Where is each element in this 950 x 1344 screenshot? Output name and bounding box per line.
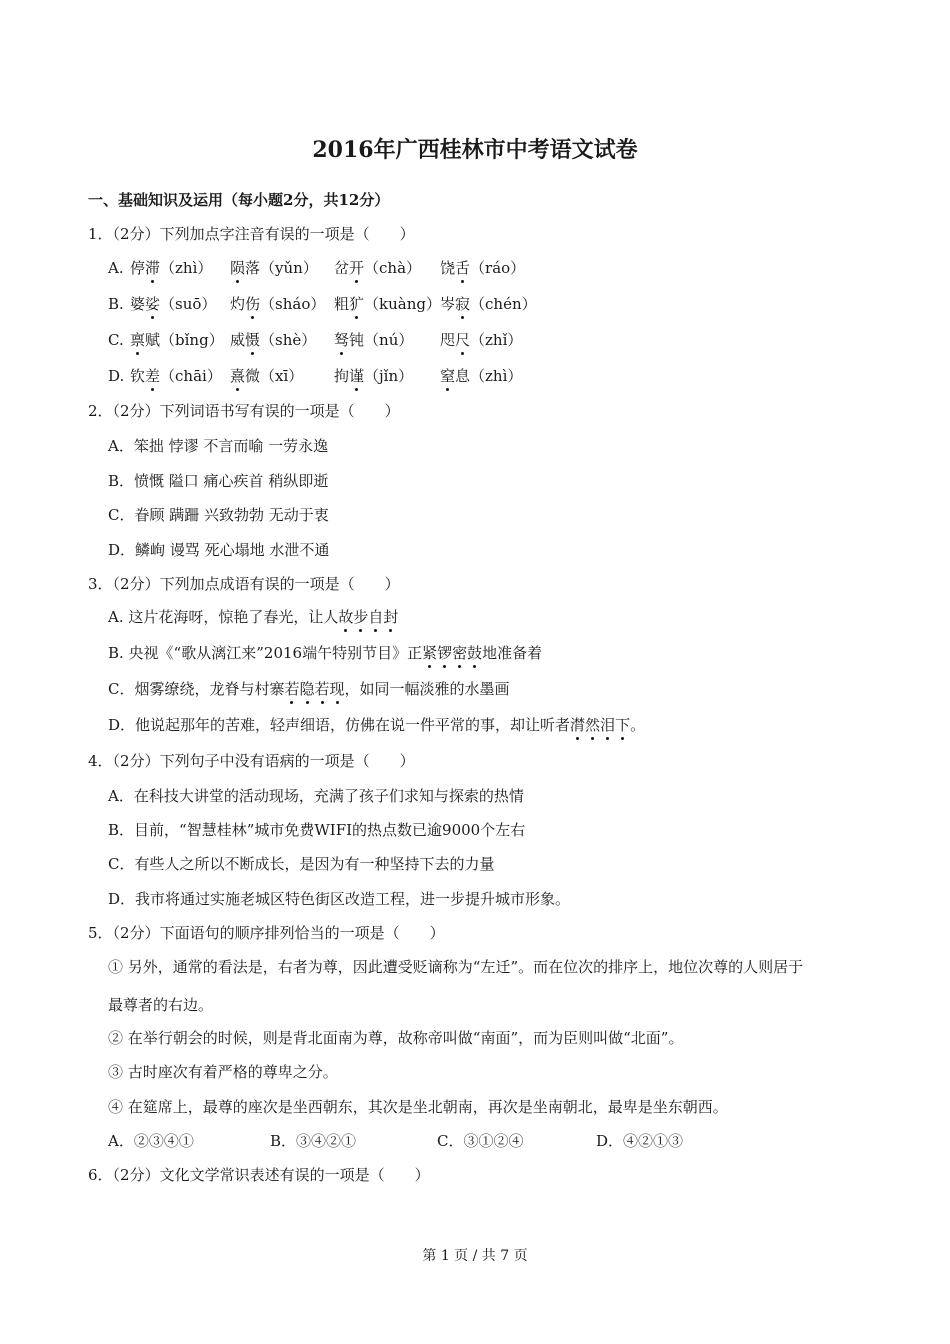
character: 落 bbox=[245, 259, 261, 277]
dotted-character: 慑 bbox=[245, 331, 261, 349]
character: 赋 bbox=[145, 331, 161, 349]
character: 钝 bbox=[349, 331, 365, 349]
dotted-character: 滞 bbox=[145, 259, 161, 277]
dotted-character: 下 bbox=[615, 716, 631, 734]
pinyin-word bbox=[130, 294, 216, 314]
question-5-sentence-1-cont: 最尊者的右边。 bbox=[108, 996, 214, 1014]
pinyin: （nú） bbox=[364, 331, 414, 349]
pinyin-word bbox=[230, 294, 325, 314]
pinyin-word bbox=[440, 258, 525, 278]
page-footer: 第 1 页 / 共 7 页 bbox=[422, 1248, 528, 1264]
pinyin: （chén） bbox=[470, 295, 537, 313]
character: 粗 bbox=[334, 295, 350, 313]
pinyin-word bbox=[440, 330, 522, 350]
option-text: C．烟雾缭绕，龙脊与村寨 bbox=[108, 680, 285, 698]
pinyin-word bbox=[230, 366, 303, 386]
dotted-character: 故 bbox=[338, 608, 354, 626]
question-3-option-d bbox=[108, 715, 645, 735]
question-5-option-c: C．③①②④ bbox=[437, 1132, 524, 1150]
dotted-character: 差 bbox=[145, 367, 161, 385]
character: 咫 bbox=[440, 331, 456, 349]
character: 停 bbox=[130, 259, 146, 277]
dotted-character: 舌 bbox=[455, 259, 471, 277]
dotted-character: 娑 bbox=[145, 295, 161, 313]
dotted-character: 自 bbox=[368, 608, 384, 626]
question-2-option-a: A．笨拙 悖谬 不言而喻 一劳永逸 bbox=[108, 437, 329, 455]
question-5-option-a: A．②③④① bbox=[108, 1132, 194, 1150]
question-5-sentence-3: ③ 古时座次有着严格的尊卑之分。 bbox=[108, 1063, 338, 1081]
option-text: D．他说起那年的苦难，轻声细语，仿佛在说一件平常的事，却让听者 bbox=[108, 716, 571, 734]
question-4-option-d: D．我市将通过实施老城区特色街区改造工程，进一步提升城市形象。 bbox=[108, 890, 571, 908]
character: 饶 bbox=[440, 259, 456, 277]
question-5-option-b: B．③④②① bbox=[270, 1132, 357, 1150]
dotted-character: 若 bbox=[284, 680, 300, 698]
dotted-character: 寂 bbox=[455, 295, 471, 313]
character: 灼 bbox=[230, 295, 246, 313]
pinyin: （zhì） bbox=[470, 367, 523, 385]
dotted-idiom bbox=[422, 644, 482, 662]
dotted-idiom bbox=[570, 716, 630, 734]
pinyin: （chà） bbox=[364, 259, 422, 277]
dotted-character: 开 bbox=[349, 259, 365, 277]
option-label: A. bbox=[108, 259, 124, 277]
page-title: 2016年广西桂林市中考语文试卷 bbox=[312, 137, 638, 163]
question-4-option-c: C．有些人之所以不断成长，是因为有一种坚持下去的力量 bbox=[108, 855, 495, 873]
dotted-character: 禀 bbox=[130, 331, 146, 349]
dotted-character: 潸 bbox=[570, 716, 586, 734]
question-3-stem: 3．（2分）下列加点成语有误的一项是（ ） bbox=[88, 575, 400, 593]
character: 钦 bbox=[130, 367, 146, 385]
question-5-sentence-2: ② 在举行朝会的时候，则是背北面南为尊，故称帝叫做“南面”，而为臣则叫做“北面”。 bbox=[108, 1029, 684, 1047]
question-4-option-b: B．目前，“智慧桂林”城市免费WIFI的热点数已逾9000个左右 bbox=[108, 821, 526, 839]
character: 威 bbox=[230, 331, 246, 349]
dotted-character: 尺 bbox=[455, 331, 471, 349]
pinyin-word bbox=[440, 294, 537, 314]
pinyin: （yǔn） bbox=[260, 259, 318, 277]
dotted-character: 犷 bbox=[349, 295, 365, 313]
character: 岔 bbox=[334, 259, 350, 277]
dotted-idiom bbox=[284, 680, 344, 698]
question-2-stem: 2．（2分）下列词语书写有误的一项是（ ） bbox=[88, 402, 400, 420]
pinyin: （bǐng） bbox=[160, 331, 224, 349]
dotted-character: 步 bbox=[353, 608, 369, 626]
question-2-option-b: B．愤慨 隘口 痛心疾首 稍纵即逝 bbox=[108, 472, 329, 490]
question-5-option-d: D．④②①③ bbox=[596, 1132, 684, 1150]
question-5-stem: 5．（2分）下面语句的顺序排列恰当的一项是（ ） bbox=[88, 924, 445, 942]
dotted-character: 泪 bbox=[600, 716, 616, 734]
pinyin-word bbox=[334, 366, 413, 386]
question-5-sentence-1: ① 另外，通常的看法是，右者为尊，因此遭受贬谪称为“左迁”。而在位次的排序上，地位次尊的人则居于 bbox=[108, 958, 804, 976]
pinyin: （zhǐ） bbox=[470, 331, 523, 349]
pinyin-word bbox=[130, 330, 224, 350]
pinyin: （sháo） bbox=[260, 295, 326, 313]
dotted-character: 紧 bbox=[422, 644, 438, 662]
section-heading: 一、基础知识及运用（每小题2分，共12分） bbox=[88, 191, 390, 209]
pinyin-word bbox=[130, 258, 212, 278]
dotted-character: 隐 bbox=[299, 680, 315, 698]
pinyin-word bbox=[334, 330, 413, 350]
pinyin: （chāi） bbox=[160, 367, 222, 385]
pinyin-word bbox=[130, 366, 222, 386]
pinyin: （ráo） bbox=[470, 259, 526, 277]
question-4-option-a: A．在科技大讲堂的活动现场，充满了孩子们求知与探索的热情 bbox=[108, 787, 524, 805]
option-text-tail: ，如同一幅淡雅的水墨画 bbox=[344, 680, 510, 698]
pinyin: （jǐn） bbox=[364, 367, 414, 385]
dotted-character: 现 bbox=[329, 680, 345, 698]
dotted-character: 封 bbox=[383, 608, 399, 626]
question-1-stem: 1．（2分）下列加点字注音有误的一项是（ ） bbox=[88, 225, 415, 243]
pinyin-word bbox=[230, 258, 318, 278]
dotted-idiom bbox=[338, 608, 398, 626]
pinyin: （xī） bbox=[260, 367, 304, 385]
option-label: D. bbox=[108, 367, 125, 385]
option-text: A. 这片花海呀，惊艳了春光，让人 bbox=[108, 608, 339, 626]
character: 微 bbox=[245, 367, 261, 385]
character: 婆 bbox=[130, 295, 146, 313]
dotted-character: 若 bbox=[314, 680, 330, 698]
question-3-option-b bbox=[108, 643, 542, 663]
question-3-option-c bbox=[108, 679, 510, 699]
dotted-character: 谨 bbox=[349, 367, 365, 385]
option-text: B. 央视《“歌从漓江来”2016端午特别节目》正 bbox=[108, 644, 423, 662]
dotted-character: 锣 bbox=[437, 644, 453, 662]
pinyin-word bbox=[230, 330, 316, 350]
dotted-character: 熹 bbox=[230, 367, 246, 385]
question-6-stem: 6．（2分）文化文学常识表述有误的一项是（ ） bbox=[88, 1166, 430, 1184]
character: 拘 bbox=[334, 367, 350, 385]
pinyin-word bbox=[334, 294, 441, 314]
dotted-character: 然 bbox=[585, 716, 601, 734]
question-2-option-d: D．鳞峋 谩骂 死心塌地 水泄不通 bbox=[108, 541, 330, 559]
pinyin: （kuàng） bbox=[364, 295, 441, 313]
option-text-tail: 。 bbox=[630, 716, 646, 734]
question-3-option-a bbox=[108, 607, 398, 627]
pinyin: （zhì） bbox=[160, 259, 213, 277]
pinyin: （shè） bbox=[260, 331, 317, 349]
dotted-character: 鼓 bbox=[467, 644, 483, 662]
pinyin-word bbox=[334, 258, 421, 278]
dotted-character: 伤 bbox=[245, 295, 261, 313]
question-4-stem: 4．（2分）下列句子中没有语病的一项是（ ） bbox=[88, 752, 415, 770]
question-5-sentence-4: ④ 在筵席上，最尊的座次是坐西朝东，其次是坐北朝南，再次是坐南朝北，最卑是坐东朝西。 bbox=[108, 1098, 728, 1116]
dotted-character: 窒 bbox=[440, 367, 456, 385]
character: 岑 bbox=[440, 295, 456, 313]
dotted-character: 驽 bbox=[334, 331, 350, 349]
option-text-tail: 地准备着 bbox=[482, 644, 543, 662]
dotted-character: 陨 bbox=[230, 259, 246, 277]
pinyin: （suō） bbox=[160, 295, 217, 313]
dotted-character: 密 bbox=[452, 644, 468, 662]
option-label: C. bbox=[108, 331, 124, 349]
question-2-option-c: C．眷顾 蹒跚 兴致勃勃 无动于衷 bbox=[108, 506, 329, 524]
pinyin-word bbox=[440, 366, 522, 386]
character: 息 bbox=[455, 367, 471, 385]
option-label: B. bbox=[108, 295, 124, 313]
